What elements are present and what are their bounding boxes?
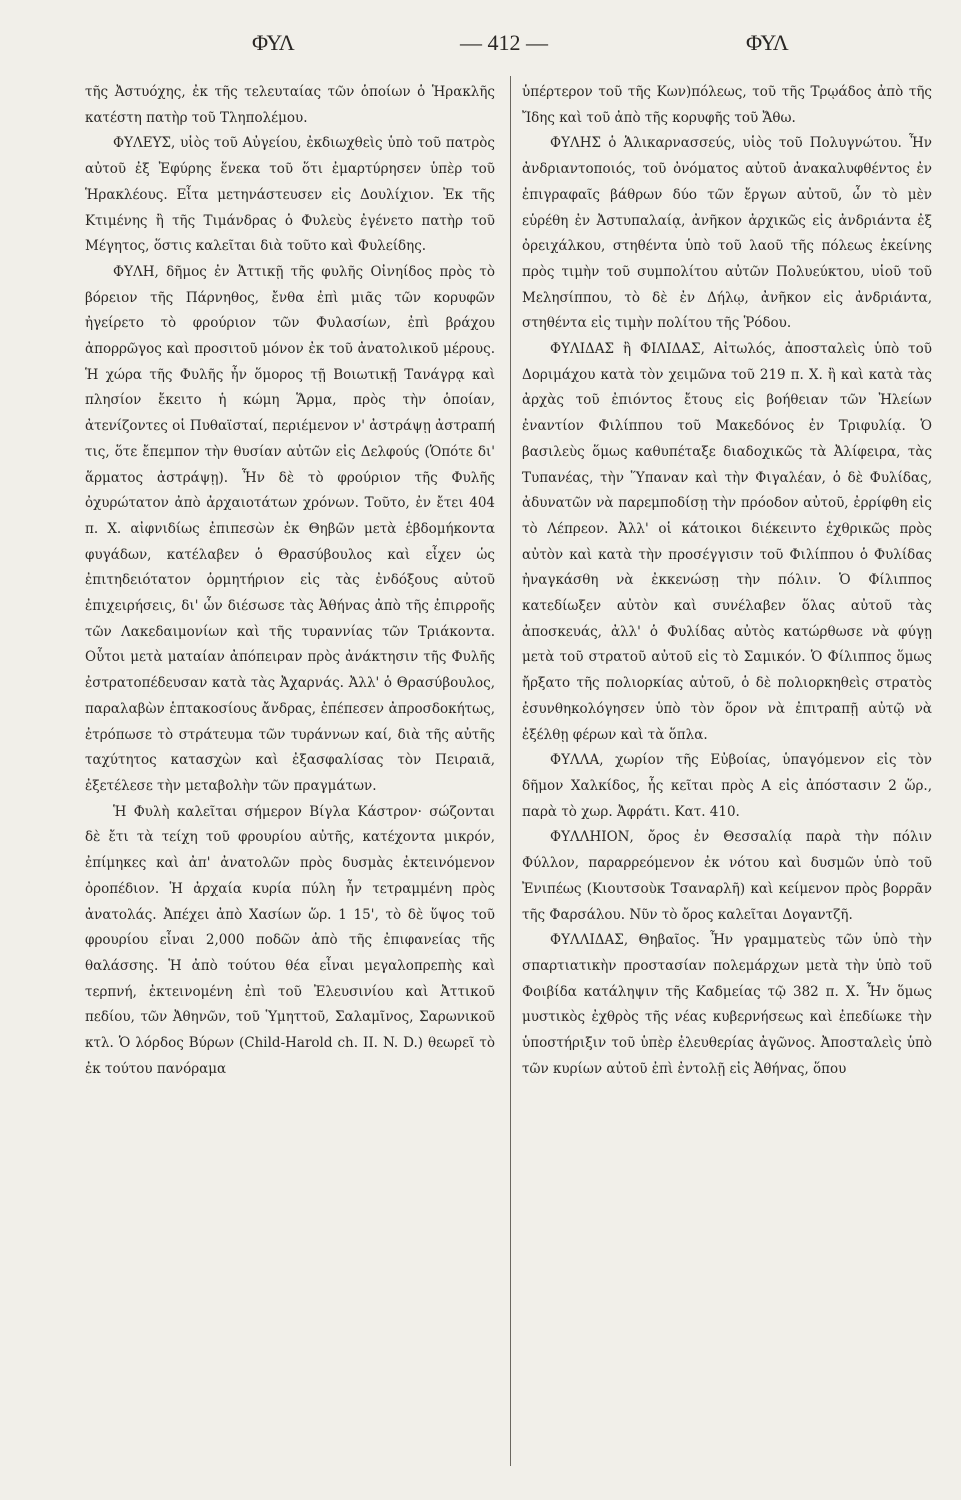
entry-paragraph: ὑπέρτερον τοῦ τῆς Κων)πόλεως, τοῦ τῆς Τρῳάδος ἀπὸ τῆς Ἴδης καὶ τοῦ ἀπὸ τῆς κορυφῆς τοῦ Ἄθω. xyxy=(522,84,932,126)
header-right-word: ΦΥΛ xyxy=(746,30,789,55)
header-left-word: ΦΥΛ xyxy=(252,30,295,55)
entry-paragraph: ΦΥΛΛΗΙΟΝ, ὄρος ἐν Θεσσαλίᾳ παρὰ τὴν πόλιν Φύλλον, παραρρεόμενον ἐκ νότου καὶ δυσμῶν ὑπὸ τοῦ Ἐνιπέως (Κιουτσοὺκ Τσαναρλῆ) καὶ κείμενον πρὸς βορρᾶν τῆς Φαρσάλου. Νῦν τὸ ὄρος καλεῖται Δογαντζῆ. xyxy=(522,829,932,923)
column-divider xyxy=(510,76,511,1466)
right-column xyxy=(522,80,932,1082)
entry-paragraph: ΦΥΛΛΙΔΑΣ, Θηβαῖος. Ἦν γραμματεὺς τῶν ὑπὸ τὴν σπαρτιατικὴν προστασίαν πολεμάρχων μετὰ τὴν ὑπὸ τοῦ Φοιβίδα κατάληψιν τῆς Καδμείας τῷ 382 π. Χ. Ἦν ὅμως μυστικὸς ἐχθρὸς τῆς νέας κυβερνήσεως καὶ ἐπεδίωκε τὴν ὑποστήριξιν τοῦ ὑπὲρ ἐλευθερίας ἀγῶνος. Ἀποσταλεὶς ὑπὸ τῶν κυρίων αὐτοῦ ἐπὶ ἐντολῇ εἰς Ἀθήνας, ὅπου xyxy=(522,932,932,1077)
entry-paragraph: τῆς Ἀστυόχης, ἐκ τῆς τελευταίας τῶν ὁποίων ὁ Ἡρακλῆς κατέστη πατὴρ τοῦ Τληπολέμου. xyxy=(85,84,495,126)
entry-paragraph: Ἡ Φυλὴ καλεῖται σήμερον Βίγλα Κάστρον· σώζονται δὲ ἔτι τὰ τείχη τοῦ φρουρίου αὐτῆς, κατέχοντα μικρόν, ἐπίμηκες καὶ ἀπ' ἀνατολῶν πρὸς δυσμὰς ἐκτεινόμενον ὀροπέδιον. Ἡ ἀρχαία κυρία πύλη ἦν τετραμμένη πρὸς ἀνατολάς. Ἀπέχει ἀπὸ Χασίων ὥρ. 1 15', τὸ δὲ ὕψος τοῦ φρουρίου εἶναι 2,000 ποδῶν ἀπὸ τῆς ἐπιφανείας τῆς θαλάσσης. Ἡ ἀπὸ τούτου θέα εἶναι μεγαλοπρεπὴς καὶ τερπνή, ἐκτεινομένη ἐπὶ τοῦ Ἐλευσινίου καὶ Ἀττικοῦ πεδίου, τῶν Ἀθηνῶν, τοῦ Ὑμηττοῦ, Σαλαμῖνος, Σαρωνικοῦ κτλ. Ὁ λόρδος Βύρων (Child-Harold ch. II. N. D.) θεωρεῖ τὸ ἐκ τούτου πανόραμα xyxy=(85,803,495,1077)
entry-paragraph: ΦΥΛΗ, δῆμος ἐν Ἀττικῇ τῆς φυλῆς Οἰνηίδος πρὸς τὸ βόρειον τῆς Πάρνηθος, ἔνθα ἐπὶ μιᾶς τῶν κορυφῶν ἠγείρετο τὸ φρούριον τῶν Φυλασίων, ἐπὶ βράχου ἀπορρῶγος καὶ προσιτοῦ μόνον ἐκ τοῦ ἀνατολικοῦ μέρους. Ἡ χώρα τῆς Φυλῆς ἦν ὅμορος τῇ Βοιωτικῇ Τανάγρᾳ καὶ πλησίον ἔκειτο ἡ κώμη Ἅρμα, πρὸς τὴν ὁποίαν, ἀτενίζοντες οἱ Πυθαϊσταί, περιέμενον ν' ἀστράψῃ ἀστραπή τις, ὅτε ἔπεμπον τὴν θυσίαν αὐτῶν εἰς Δελφούς (Ὁπότε δι' ἅρματος ἀστράψῃ). Ἦν δὲ τὸ φρούριον τῆς Φυλῆς ὀχυρώτατον ἀπὸ ἀρχαιοτάτων χρόνων. Τοῦτο, ἐν ἔτει 404 π. Χ. αἰφνιδίως ἐπιπεσὼν ἐκ Θηβῶν μετὰ ἑβδομήκοντα φυγάδων, κατέλαβεν ὁ Θρασύβουλος καὶ εἶχεν ὡς ἐπιτηδειότατον ὁρμητήριον εἰς τὰς ἐνδόξους αὐτοῦ ἐπιχειρήσεις, δι' ὧν διέσωσε τὰς Ἀθήνας ἀπὸ τῆς ἐπιρροῆς τῶν Λακεδαιμονίων καὶ τῆς τυραννίας τῶν Τριάκοντα. Οὗτοι μετὰ ματαίαν ἀπόπειραν πρὸς ἀνάκτησιν τῆς Φυλῆς ἐστρατοπέδευσαν κατὰ τὰς Ἀχαρνάς. Ἀλλ' ὁ Θρασύβουλος, παραλαβὼν ἑπτακοσίους ἄνδρας, ἐπέπεσεν ἀπροσδοκήτως, ἐτρόπωσε τὸ στράτευμα τῶν τυράννων καί, διὰ τῆς αὐτῆς ταχύτητος κατασχὼν καὶ ἐξασφαλίσας τὸν Πειραιᾶ, ἐξετέλεσε τὴν μεταβολὴν τῶν πραγμάτων. xyxy=(85,263,495,794)
entry-paragraph: ΦΥΛΗΣ ὁ Ἁλικαρνασσεύς, υἱὸς τοῦ Πολυγνώτου. Ἦν ἀνδριαντοποιός, τοῦ ὀνόματος αὐτοῦ ἀνακαλυφθέντος ἐν ἐπιγραφαῖς βάθρων δύο τῶν ἔργων αὐτοῦ, ὧν τὸ μὲν εὑρέθη ἐν Ἀστυπαλαίᾳ, ἀνῆκον ἀρχικῶς εἰς ἀνδριάντα ἐξ ὀρειχάλκου, στηθέντα ὑπὸ τοῦ λαοῦ τῆς πόλεως ἐκείνης πρὸς τιμὴν τοῦ συμπολίτου αὐτῶν Πολυεύκτου, υἱοῦ τοῦ Μελησίππου, τὸ δὲ ἐν Δήλῳ, ἀνῆκον εἰς ἀνδριάντα, στηθέντα εἰς τιμὴν πολίτου τῆς Ῥόδου. xyxy=(522,135,932,332)
running-header xyxy=(80,30,880,70)
left-column xyxy=(85,80,495,1082)
entry-paragraph: ΦΥΛΕΥΣ, υἱὸς τοῦ Αὐγείου, ἐκδιωχθεὶς ὑπὸ τοῦ πατρὸς αὐτοῦ ἐξ Ἐφύρης ἕνεκα τοῦ ὅτι ἐμαρτύρησεν ὑπὲρ τοῦ Ἡρακλέους. Εἶτα μετηνάστευσεν εἰς Δουλίχιον. Ἐκ τῆς Κτιμένης ἢ τῆς Τιμάνδρας ὁ Φυλεὺς ἐγένετο πατὴρ τοῦ Μέγητος, ὅστις καλεῖται διὰ τοῦτο καὶ Φυλείδης. xyxy=(85,135,495,255)
entry-paragraph: ΦΥΛΙΔΑΣ ἢ ΦΙΛΙΔΑΣ, Αἰτωλός, ἀποσταλεὶς ὑπὸ τοῦ Δοριμάχου κατὰ τὸν χειμῶνα τοῦ 219 π. Χ. ἢ καὶ κατὰ τὰς ἀρχὰς τοῦ ἐπιόντος ἔτους εἰς βοήθειαν τῶν Ἠλείων ἐναντίον Φιλίππου τοῦ Μακεδόνος ἐν Τριφυλίᾳ. Ὁ βασιλεὺς ὅμως καθυπέταξε διαδοχικῶς τὰ Ἀλίφειρα, τὰς Τυπανέας, τὴν Ὕπαναν καὶ τὴν Φιγαλέαν, ὁ δὲ Φυλίδας, ἀδυνατῶν νὰ παρεμποδίσῃ τὴν πρόοδον αὐτοῦ, ἐρρίφθη εἰς τὸ Λέπρεον. Ἀλλ' οἱ κάτοικοι διέκειντο ἐχθρικῶς πρὸς αὐτὸν καὶ κατὰ τὴν προσέγγισιν τοῦ Φιλίππου ὁ Φυλίδας ἠναγκάσθη νὰ ἐκκενώσῃ τὴν πόλιν. Ὁ Φίλιππος κατεδίωξεν αὐτὸν καὶ συνέλαβεν ὅλας αὐτοῦ τὰς ἀποσκευάς, ἀλλ' ὁ Φυλίδας αὐτὸς κατώρθωσε νὰ φύγῃ μετὰ τοῦ στρατοῦ αὐτοῦ εἰς τὸ Σαμικόν. Ὁ Φίλιππος ὅμως ἤρξατο τῆς πολιορκίας αὐτοῦ, ὁ δὲ πολιορκηθεὶς στρατὸς ἐσυνθηκολόγησεν ὑπὸ τὸν ὅρον νὰ ἐπιτραπῇ αὐτῷ νὰ ἐξέλθῃ φέρων καὶ τὰ ὅπλα. xyxy=(522,341,932,743)
entry-paragraph: ΦΥΛΛΑ, χωρίον τῆς Εὐβοίας, ὑπαγόμενον εἰς τὸν δῆμον Χαλκίδος, ἧς κεῖται πρὸς Α εἰς ἀπόστασιν 2 ὥρ., παρὰ τὸ χωρ. Ἀφράτι. Κατ. 410. xyxy=(522,752,932,820)
page-number: — 412 — xyxy=(460,30,548,55)
